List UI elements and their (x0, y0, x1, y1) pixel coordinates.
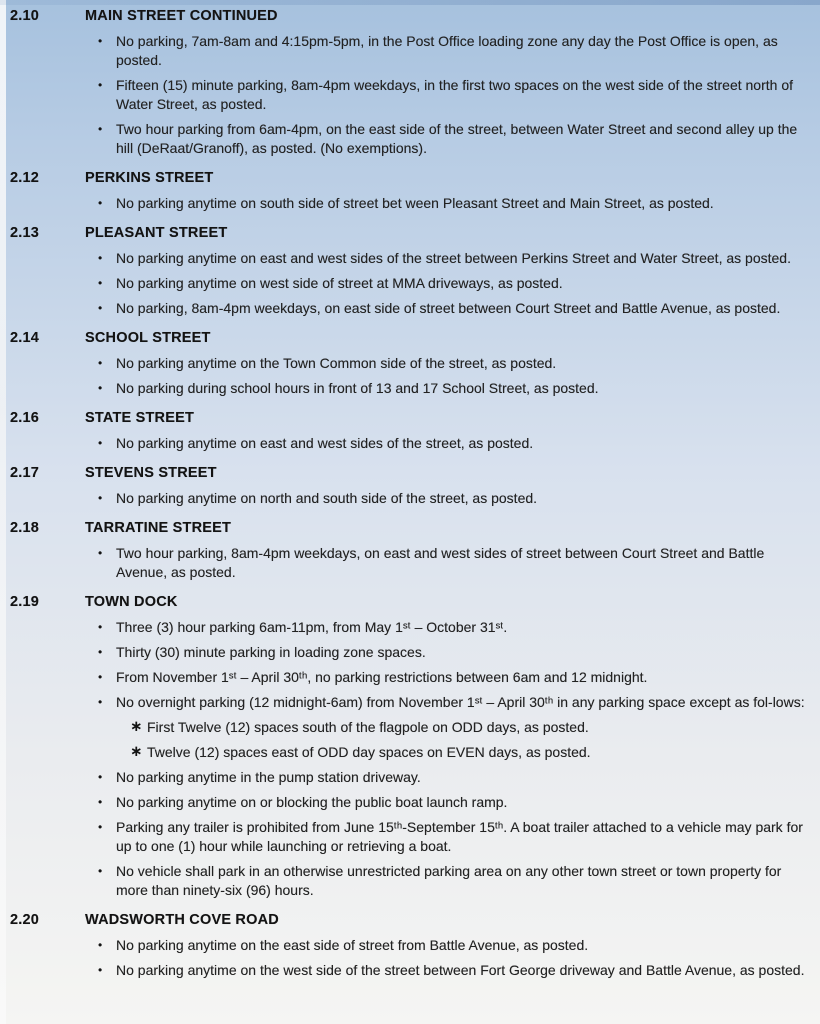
bullet-item (98, 936, 806, 955)
bullet-icon: • (98, 251, 103, 265)
section-title: MAIN STREET CONTINUED (85, 8, 278, 24)
bullet-item (98, 379, 806, 398)
bullet-item (98, 76, 806, 114)
bullet-text: No overnight parking (12 midnight-6am) from November 1ˢᵗ – April 30ᵗʰ in any parking space except as fol-lows: (116, 694, 805, 710)
bullet-text: No parking anytime on or blocking the public boat launch ramp. (116, 794, 508, 810)
bullet-text: Thirty (30) minute parking in loading zone spaces. (116, 644, 426, 660)
section-heading (10, 519, 806, 538)
section-number: 2.13 (10, 225, 40, 241)
bullet-icon: • (98, 938, 103, 952)
bullet-item (98, 693, 806, 712)
bullet-text: No parking anytime on east and west sides of the street between Perkins Street and Water Street, as posted. (116, 250, 791, 266)
bullet-text: First Twelve (12) spaces south of the flagpole on ODD days, as posted. (147, 719, 589, 735)
section-2.12 (10, 169, 806, 213)
bullet-text: No parking anytime on the east side of street from Battle Avenue, as posted. (116, 937, 589, 953)
section-number: 2.14 (10, 330, 40, 346)
bullet-item (98, 768, 806, 787)
bullet-item (98, 643, 806, 662)
bullet-text: No parking anytime on west side of street at MMA driveways, as posted. (116, 275, 563, 291)
bullet-item (98, 862, 806, 900)
section-2.20 (10, 911, 806, 980)
bullet-icon: • (98, 820, 103, 834)
bullet-item (98, 194, 806, 213)
section-title: WADSWORTH COVE ROAD (85, 912, 279, 928)
bullet-text: Fifteen (15) minute parking, 8am-4pm weekdays, in the first two spaces on the west side of the street north of Water Street, as posted. (116, 77, 793, 112)
section-number: 2.16 (10, 410, 40, 426)
bullet-icon: • (98, 196, 103, 210)
bullet-text: No parking during school hours in front of 13 and 17 School Street, as posted. (116, 380, 599, 396)
bullet-item (98, 818, 806, 856)
section-2.14 (10, 329, 806, 398)
bullet-item (98, 120, 806, 158)
bullet-icon: • (98, 491, 103, 505)
bullet-item (98, 249, 806, 268)
bullet-icon: • (98, 795, 103, 809)
bullet-icon: • (98, 436, 103, 450)
bullet-text: Twelve (12) spaces east of ODD day spaces on EVEN days, as posted. (147, 744, 591, 760)
bullet-text: No parking anytime on north and south side of the street, as posted. (116, 490, 538, 506)
bullet-icon: • (98, 770, 103, 784)
bullet-item (98, 299, 806, 318)
bullet-item (98, 793, 806, 812)
bullet-item (98, 32, 806, 70)
bullet-text: Three (3) hour parking 6am-11pm, from May 1ˢᵗ – October 31ˢᵗ. (116, 619, 508, 635)
section-number: 2.10 (10, 8, 40, 24)
bullet-icon: • (98, 276, 103, 290)
section-title: TOWN DOCK (85, 594, 178, 610)
bullet-text: No parking anytime in the pump station driveway. (116, 769, 421, 785)
bullet-icon: • (98, 645, 103, 659)
section-2.19 (10, 593, 806, 900)
section-2.10 (10, 7, 806, 158)
section-number: 2.20 (10, 912, 40, 928)
bullet-icon: • (98, 34, 103, 48)
bullet-item (98, 354, 806, 373)
bullet-item (98, 544, 806, 582)
section-title: STEVENS STREET (85, 465, 217, 481)
section-heading (10, 911, 806, 930)
bullet-icon: • (98, 301, 103, 315)
bullet-icon: • (98, 695, 103, 709)
bullet-item (98, 618, 806, 637)
bullet-icon: • (98, 963, 103, 977)
bullet-item (98, 961, 806, 980)
section-heading (10, 329, 806, 348)
section-heading (10, 593, 806, 612)
section-heading (10, 224, 806, 243)
section-2.18 (10, 519, 806, 582)
bullet-icon: • (98, 356, 103, 370)
section-heading (10, 409, 806, 428)
bullet-item (98, 489, 806, 508)
bullet-icon: • (98, 670, 103, 684)
section-2.16 (10, 409, 806, 453)
asterisk-bullet-icon: ∗ (130, 743, 143, 760)
section-2.17 (10, 464, 806, 508)
section-title: PLEASANT STREET (85, 225, 228, 241)
section-number: 2.18 (10, 520, 40, 536)
sub-bullet-item (130, 743, 806, 762)
bullet-text: No parking anytime on east and west sides of the street, as posted. (116, 435, 534, 451)
bullet-icon: • (98, 620, 103, 634)
section-heading (10, 169, 806, 188)
section-number: 2.17 (10, 465, 40, 481)
section-heading (10, 464, 806, 483)
asterisk-bullet-icon: ∗ (130, 718, 143, 735)
bullet-text: No parking anytime on south side of street bet ween Pleasant Street and Main Street, as posted. (116, 195, 714, 211)
bullet-item (98, 434, 806, 453)
bullet-text: Two hour parking, 8am-4pm weekdays, on east and west sides of street between Court Street and Battle Avenue, as posted. (116, 545, 765, 580)
section-title: PERKINS STREET (85, 170, 214, 186)
bullet-icon: • (98, 381, 103, 395)
bullet-icon: • (98, 78, 103, 92)
section-title: SCHOOL STREET (85, 330, 211, 346)
bullet-text: No parking anytime on the Town Common side of the street, as posted. (116, 355, 557, 371)
section-2.13 (10, 224, 806, 318)
section-title: TARRATINE STREET (85, 520, 232, 536)
bullet-text: No parking anytime on the west side of the street between Fort George driveway and Battle Avenue, as posted. (116, 962, 805, 978)
bullet-text: No parking, 7am-8am and 4:15pm-5pm, in the Post Office loading zone any day the Post Office is open, as posted. (116, 33, 778, 68)
sub-bullet-item (130, 718, 806, 737)
bullet-item (98, 668, 806, 687)
parking-ordinance-sections (10, 7, 806, 980)
section-heading (10, 7, 806, 26)
bullet-icon: • (98, 122, 103, 136)
bullet-icon: • (98, 546, 103, 560)
bullet-text: From November 1ˢᵗ – April 30ᵗʰ, no parking restrictions between 6am and 12 midnight. (116, 669, 648, 685)
bullet-text: No parking, 8am-4pm weekdays, on east side of street between Court Street and Battle Avenue, as posted. (116, 300, 781, 316)
bullet-item (98, 274, 806, 293)
bullet-text: Parking any trailer is prohibited from June 15ᵗʰ-September 15ᵗʰ. A boat trailer attached to a vehicle may park for up to one (1) hour while launching or retrieving a boat. (116, 819, 803, 854)
bullet-icon: • (98, 864, 103, 878)
section-title: STATE STREET (85, 410, 195, 426)
bullet-text: Two hour parking from 6am-4pm, on the east side of the street, between Water Street and second alley up the hill (DeRaat/Granoff), as posted. (No exemptions). (116, 121, 798, 156)
section-number: 2.12 (10, 170, 40, 186)
section-number: 2.19 (10, 594, 40, 610)
bullet-text: No vehicle shall park in an otherwise unrestricted parking area on any other town street or town property for more than ninety-six (96) hours. (116, 863, 782, 898)
